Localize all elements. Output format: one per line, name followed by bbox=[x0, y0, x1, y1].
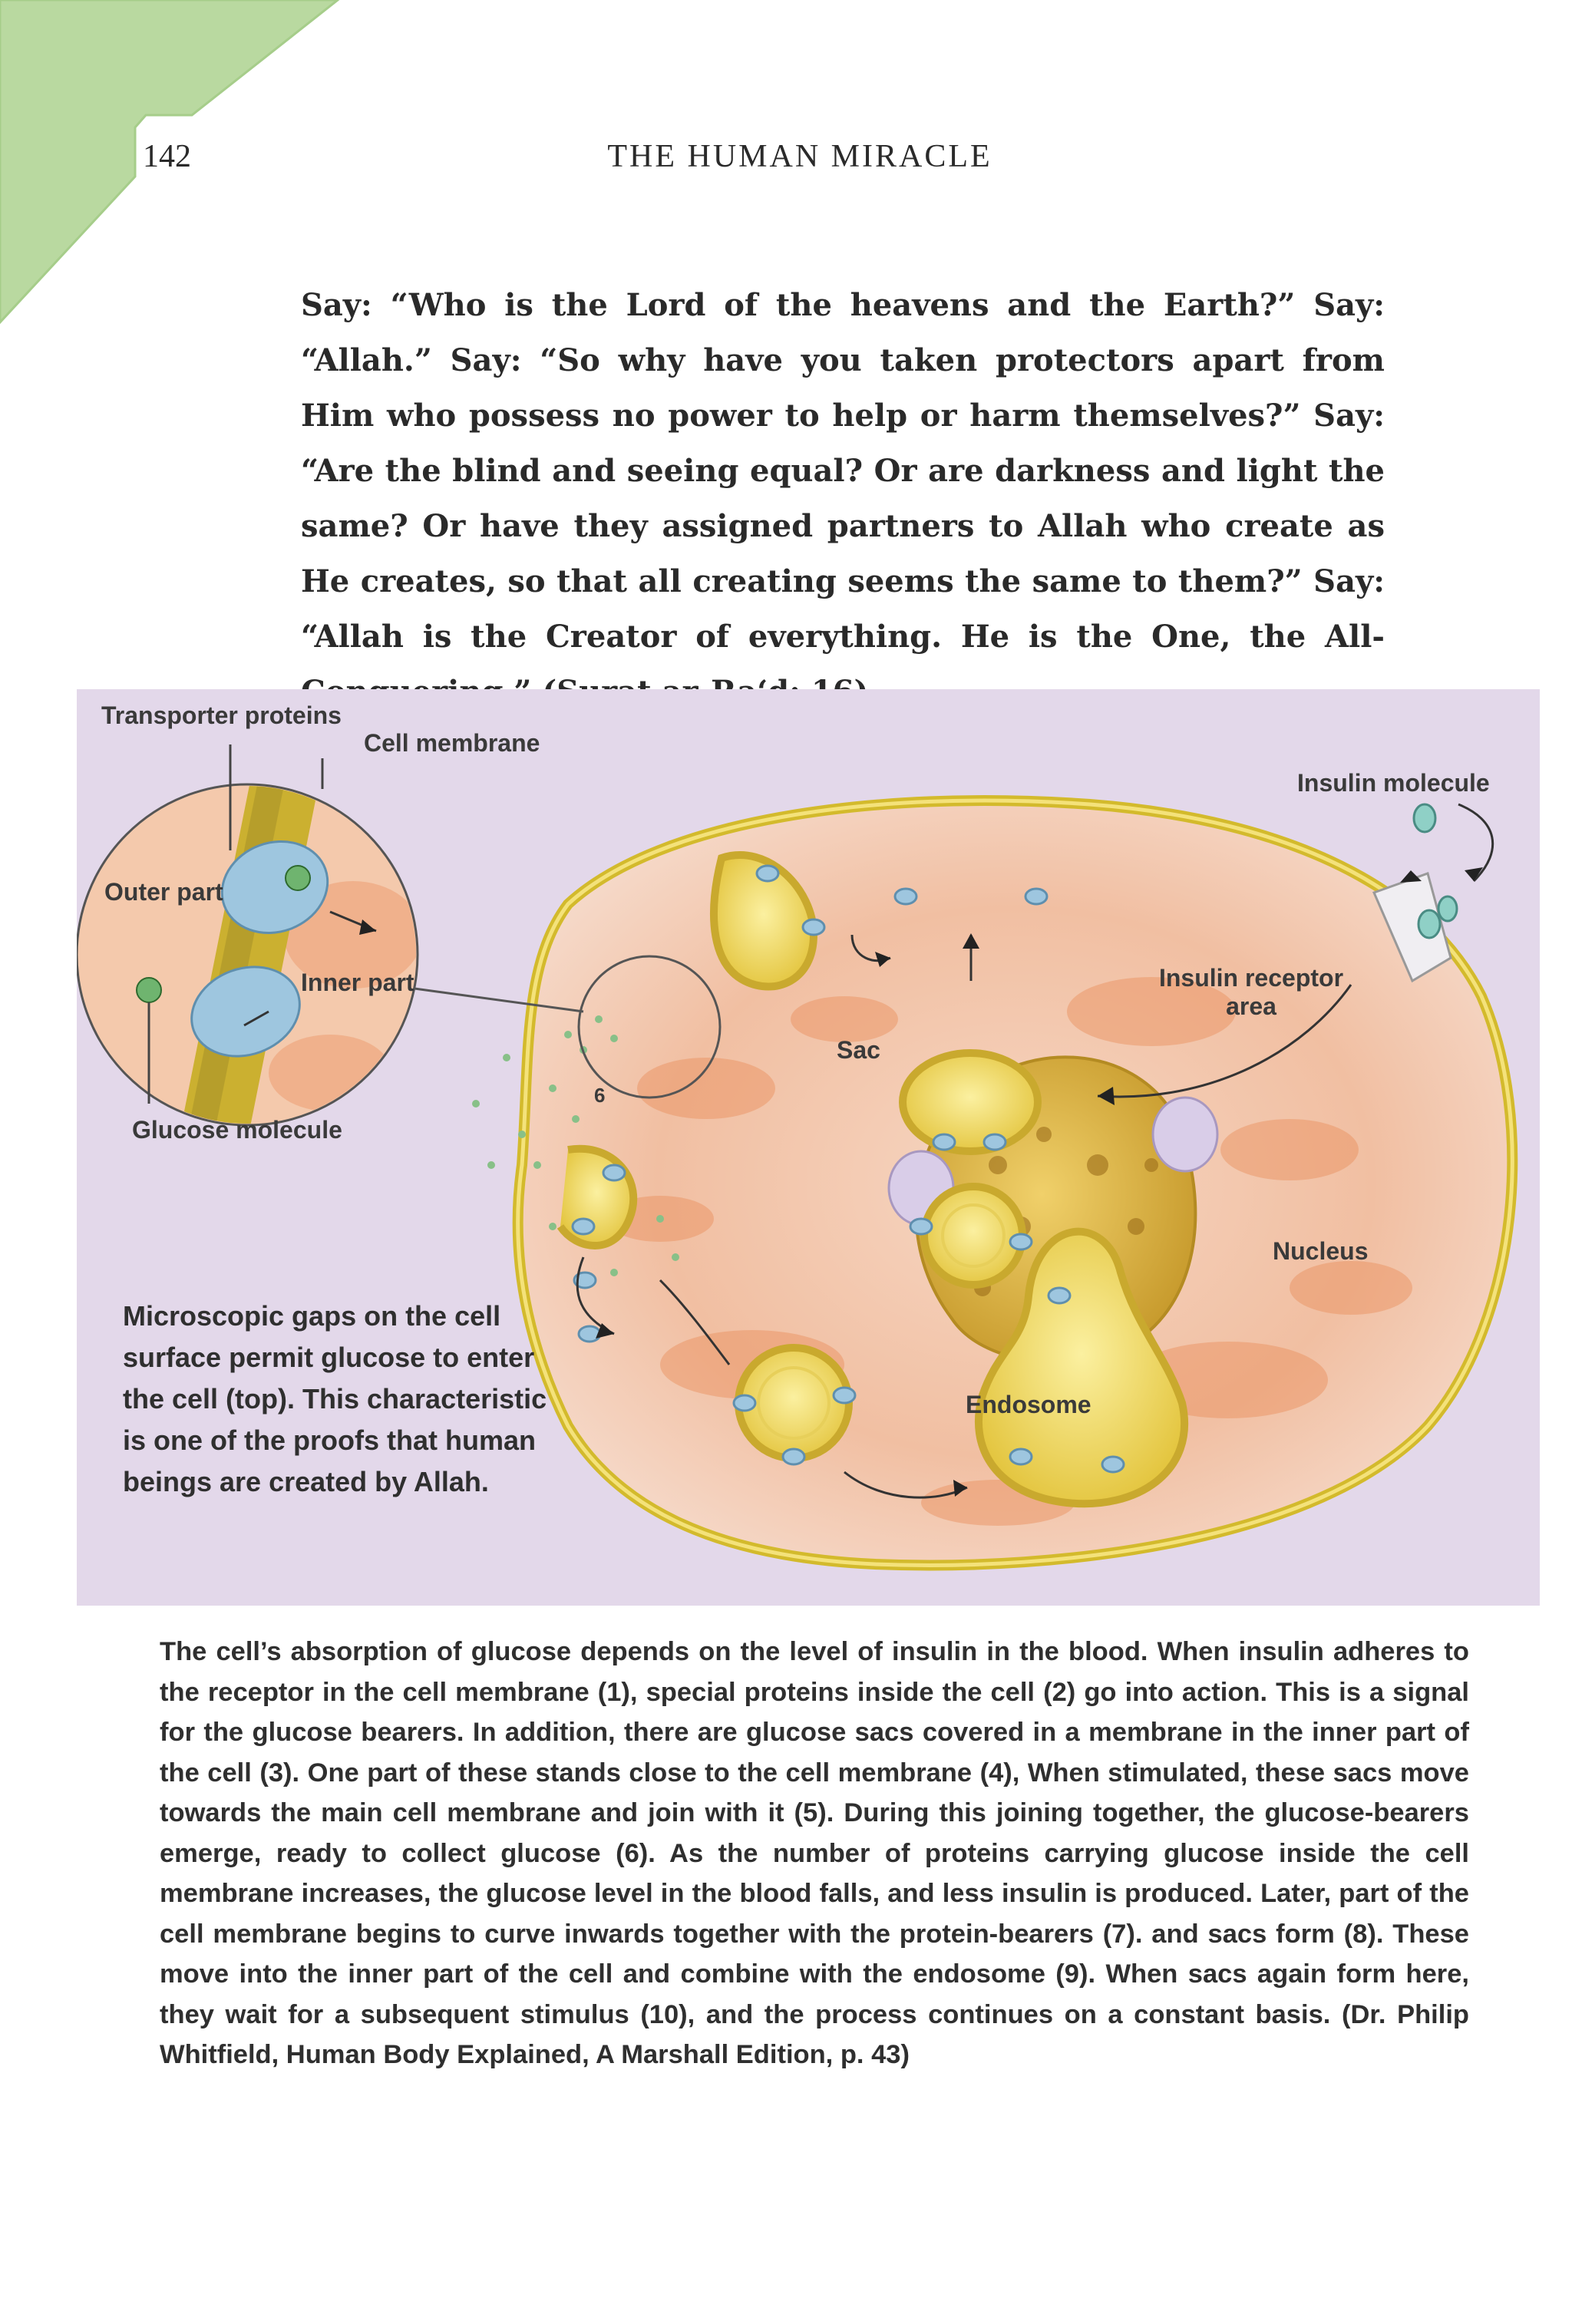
zoom-inset bbox=[77, 744, 422, 1150]
label-insulin-molecule: Insulin molecule bbox=[1297, 769, 1490, 797]
label-outer-part: Outer part bbox=[104, 878, 223, 906]
explanatory-paragraph: The cell’s absorption of glucose depends on the level of insulin in the blood. When insulin adheres to the receptor in the cell membrane (1), special proteins inside the cell (2) go into action. This is a signal for the glucose bearers. In addition, there are glucose sacs covered in a membrane in the inner part of the cell (3). One part of these stands close to the cell membrane (4), When stimulated, these sacs move towards the main cell membrane and join with it (5). During this joining together, the glucose-bearers emerge, ready to collect glucose (6). As the number of proteins carrying glucose inside the cell membrane increases, the glucose level in the blood falls, and less insulin is produced. Later, part of the cell membrane begins to curve inwards together with the protein-bearers (7). and sacs form (8). These move into the inner part of the cell and combine with the endosome (9). When sacs again form here, they wait for a subsequent stimulus (10), and the process continues on a constant basis. (Dr. Philip Whitfield, Human Body Explained, A Marshall Edition, p. 43) bbox=[160, 1637, 1469, 2069]
page-number: 142 bbox=[143, 139, 191, 174]
cell-diagram-figure bbox=[77, 689, 1540, 1606]
label-inner-part: Inner part bbox=[301, 969, 414, 996]
running-title: THE HUMAN MIRACLE bbox=[607, 139, 992, 174]
figure-caption: Microscopic gaps on the cell surface permit glucose to enter the cell (top). This characteristic is one of the proofs that human beings are created by Allah. bbox=[123, 1300, 547, 1497]
label-cell-membrane: Cell membrane bbox=[364, 729, 540, 757]
quran-quote: Say: “Who is the Lord of the heavens and the Earth?” Say: “Allah.” Say: “So why have you taken protectors apart from Him who possess no power to help or harm themselves?” Say: “Are the blind and seeing equal? Or are darkness and light the same? Or have they assigned partners to Allah who create as He creates, so that all creating seems the same to them?” Say: “Allah is the Creator of everything. He is the One, the All- bbox=[301, 287, 1385, 655]
label-step-6: 6 bbox=[594, 1084, 606, 1107]
label-transporter-proteins: Transporter proteins bbox=[101, 701, 342, 729]
label-insulin-receptor-area: Insulin receptor area bbox=[1158, 964, 1344, 1020]
label-glucose-molecule: Glucose molecule bbox=[132, 1116, 342, 1144]
label-endosome: Endosome bbox=[966, 1391, 1091, 1418]
label-sac: Sac bbox=[837, 1036, 880, 1064]
label-nucleus: Nucleus bbox=[1273, 1237, 1369, 1265]
corner-decoration bbox=[0, 0, 353, 353]
